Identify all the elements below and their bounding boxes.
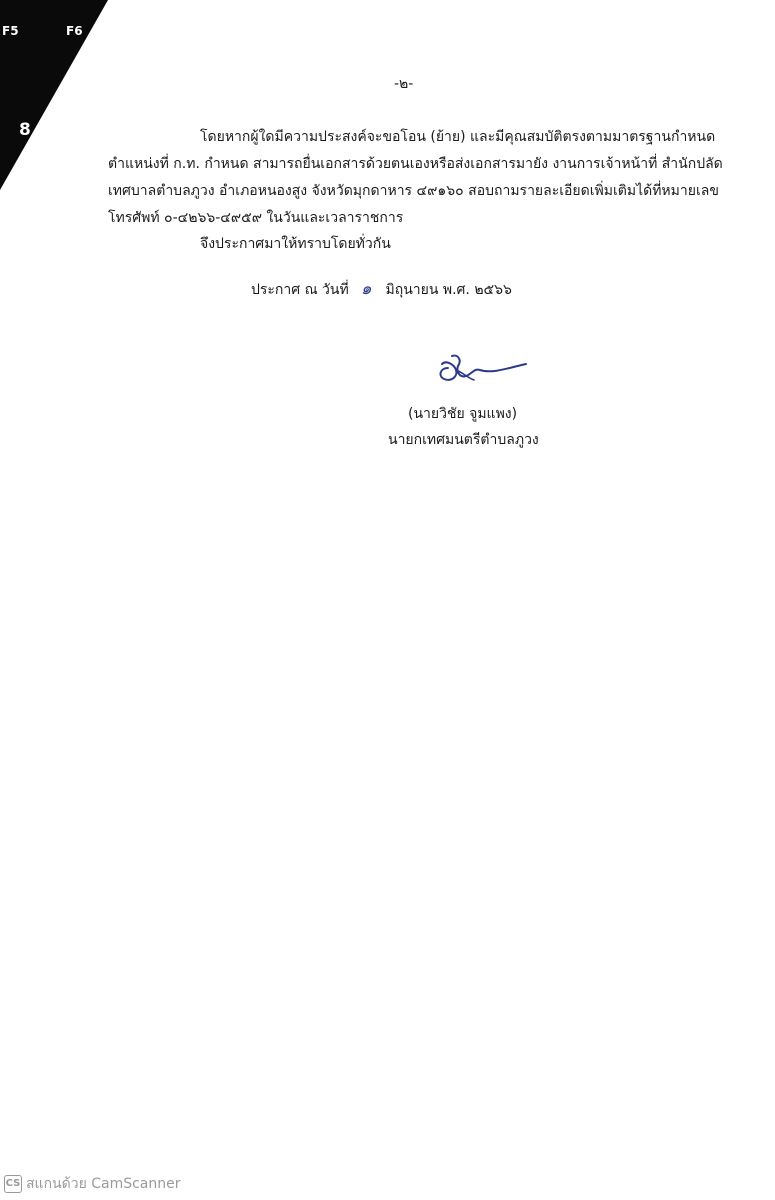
- keyboard-key-f5: F5: [2, 24, 19, 38]
- announcement-date: [251, 275, 512, 302]
- body-line: โทรศัพท์ ๐-๔๒๖๖-๔๙๕๙ ในวันและเวลาราชการ: [108, 210, 404, 226]
- announcement-text: จึงประกาศมาให้ทราบโดยทั่วกัน: [200, 236, 391, 252]
- signature: [434, 346, 529, 388]
- signer-position: นายกเทศมนตรีตำบลภูวง: [388, 432, 539, 448]
- body-line: ตำแหน่งที่ ก.ท. กำหนด สามารถยื่นเอกสารด้วยตนเองหรือส่งเอกสารมายัง งานการเจ้าหน้าที่ สำนักปลัด: [108, 156, 723, 172]
- camscanner-logo-icon: CS: [4, 1175, 22, 1193]
- date-day-handwritten: ๑: [360, 279, 372, 299]
- page-number: -๒-: [394, 76, 414, 92]
- body-paragraph: [108, 124, 723, 232]
- keyboard-key-8: 8: [19, 120, 31, 140]
- body-line: โดยหากผู้ใดมีความประสงค์จะขอโอน (ย้าย) และมีคุณสมบัติตรงตามมาตรฐานกำหนด: [200, 129, 716, 145]
- camscanner-watermark: [4, 1173, 181, 1195]
- keyboard-key-f6: F6: [66, 24, 83, 38]
- body-line: เทศบาลตำบลภูวง อำเภอหนองสูง จังหวัดมุกดาหาร ๔๙๑๖๐ สอบถามรายละเอียดเพิ่มเติมได้ที่หมายเลข: [108, 183, 719, 199]
- watermark-text: สแกนด้วย CamScanner: [26, 1176, 181, 1192]
- date-prefix: ประกาศ ณ วันที่: [251, 282, 349, 298]
- signer-name: (นายวิชัย จูมแพง): [408, 406, 518, 422]
- date-month-year: มิถุนายน พ.ศ. ๒๕๖๖: [385, 282, 512, 298]
